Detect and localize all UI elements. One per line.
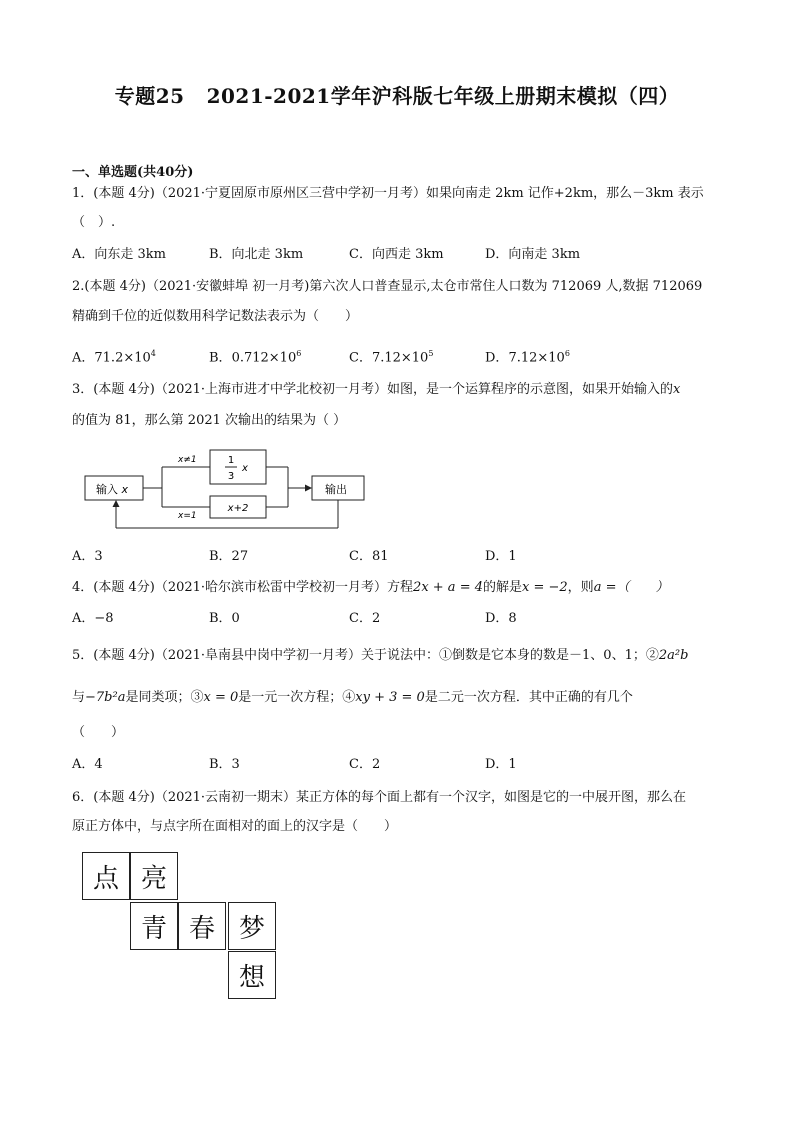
fraction-numerator: 1	[227, 455, 235, 466]
q3-option-c: C．81	[349, 549, 389, 564]
q3-option-a: A．3	[72, 549, 103, 564]
q2-option-a: A．$71.2\times 10^4$	[72, 349, 156, 366]
output-label: 输出	[325, 483, 347, 496]
net-cell-5: 梦	[228, 902, 276, 950]
fraction-box	[210, 450, 266, 484]
q1-option-a: A．向东走 3km	[72, 247, 166, 262]
q1-options	[72, 247, 732, 265]
q3-option-b: B．27	[209, 549, 249, 564]
q6-line1: 6．(本题 4分)（2021·云南初一期末）某正方体的每个面上都有一个汉字，如图是它的一中展开图，那么在	[72, 790, 687, 805]
net-cell-1: 点	[82, 852, 130, 900]
q2-options	[72, 346, 732, 364]
q3-options	[72, 549, 732, 567]
q5-line2: 与−7b²a是同类项；③x = 0是一元一次方程；④xy + 3 = 0是二元一次方程．其中正确的有几个	[72, 690, 633, 705]
q4-option-a: A．−8	[72, 611, 114, 626]
fraction-variable: x	[242, 463, 248, 474]
input-label: 输入 x	[96, 483, 129, 496]
q2-line1: 2.(本题 4分)（2021·安徽蚌埠 初一月考)第六次人口普查显示,太仓市常住人口数为 712069 人,数据 712069	[72, 279, 703, 294]
section-heading: 一、单选题(共40分)	[72, 165, 194, 180]
title-main: 2021-2021学年沪科版七年级上册期末模拟（四）	[206, 84, 680, 108]
q4-option-c: C．2	[349, 611, 381, 626]
bottom-condition: x=1	[178, 511, 197, 521]
q2-option-b: B．$0.712\times 10^6$	[209, 349, 302, 366]
fraction-denominator: 3	[227, 471, 235, 482]
q5-option-d: D．1	[485, 757, 517, 772]
q2-line2: 精确到千位的近似数用科学记数法表示为（ ）	[72, 309, 359, 324]
net-cell-4: 春	[178, 902, 226, 950]
arrow-to-input	[113, 500, 120, 507]
page-title	[0, 80, 794, 109]
q1-line2: （ ）.	[72, 215, 116, 230]
net-cell-2: 亮	[130, 852, 178, 900]
q4-option-b: B．0	[209, 611, 240, 626]
title-topic: 专题25	[114, 84, 185, 108]
q3-line1: 3．(本题 4分)（2021·上海市进才中学北校初一月考）如图，是一个运算程序的示意图，如果开始输入的x	[72, 382, 681, 397]
q1-line1: 1．(本题 4分)（2021·宁夏固原市原州区三营中学初一月考）如果向南走 2km 记作+2km，那么－3km 表示	[72, 186, 704, 201]
net-cell-3: 青	[130, 902, 178, 950]
q6-line2: 原正方体中，与点字所在面相对的面上的汉字是（ ）	[72, 819, 398, 834]
q5-line1: 5．(本题 4分)（2021·阜南县中岗中学初一月考）关于说法中：①倒数是它本身的数是－1、0、1；②2a²b	[72, 648, 689, 663]
net-cell-6: 想	[228, 951, 276, 999]
arrow-to-output	[305, 485, 312, 492]
q1-option-c: C．向西走 3km	[349, 247, 444, 262]
q5-options	[72, 757, 732, 775]
q2-option-d: D．$7.12\times 10^6$	[485, 349, 570, 366]
program-flow-diagram	[80, 448, 370, 534]
q1-option-d: D．向南走 3km	[485, 247, 581, 262]
q1-option-b: B．向北走 3km	[209, 247, 304, 262]
plus-two-label: x+2	[227, 503, 249, 514]
q3-line2: 的值为 81，那么第 2021 次输出的结果为（ ）	[72, 413, 347, 428]
q4-options	[72, 611, 732, 629]
q3-option-d: D．1	[485, 549, 517, 564]
q4-option-d: D．8	[485, 611, 517, 626]
q5-option-b: B．3	[209, 757, 240, 772]
q5-line3: （ ）	[72, 725, 125, 740]
q2-option-c: C．$7.12\times 10^5$	[349, 349, 434, 366]
q4-line: 4．(本题 4分)（2021·哈尔滨市松雷中学校初一月考）方程2x + a = 4的解是x = −2，则a =（ ）	[72, 580, 669, 595]
top-condition: x≠1	[178, 455, 197, 465]
q5-option-c: C．2	[349, 757, 381, 772]
q5-option-a: A．4	[72, 757, 103, 772]
